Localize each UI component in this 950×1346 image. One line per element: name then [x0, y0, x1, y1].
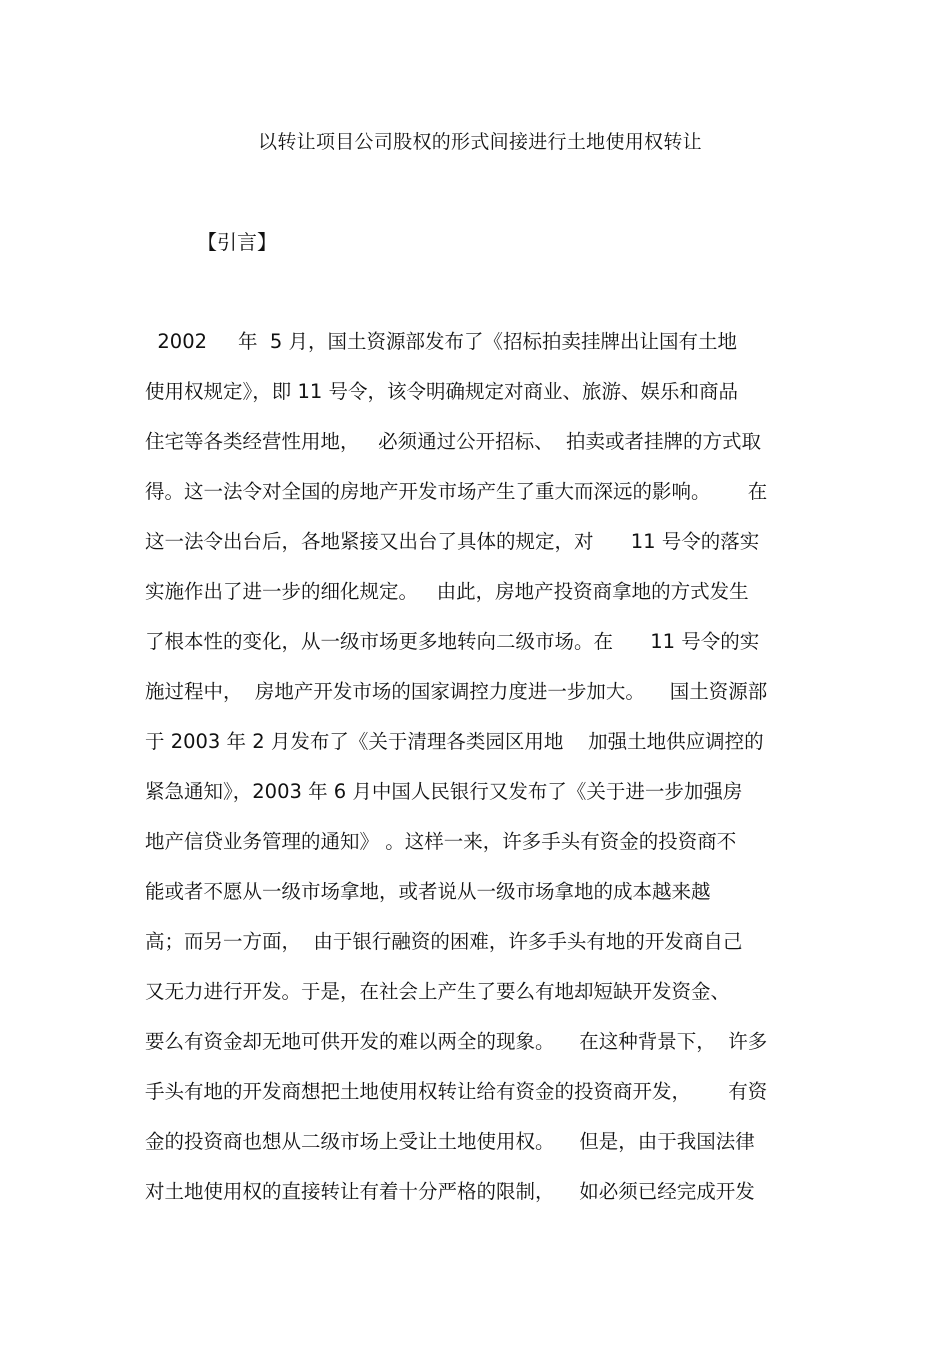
body-line: 这一法令出台后，各地紧接又出台了具体的规定，对 11 号令的落实: [145, 530, 760, 553]
body-line: 于 2003 年 2 月发布了《关于清理各类园区用地 加强土地供应调控的: [145, 730, 764, 753]
body-line: 实施作出了进一步的细化规定。 由此，房地产投资商拿地的方式发生: [145, 580, 749, 603]
body-line: 高；而另一方面， 由于银行融资的困难，许多手头有地的开发商自己: [145, 930, 743, 953]
body-line: 手头有地的开发商想把土地使用权转让给有资金的投资商开发， 有资: [145, 1080, 768, 1103]
body-line: 住宅等各类经营性用地， 必须通过公开招标、 拍卖或者挂牌的方式取: [145, 430, 761, 453]
body-line: 2002 年 5 月，国土资源部发布了《招标拍卖挂牌出让国有土地: [145, 330, 738, 353]
body-line: 又无力进行开发。于是，在社会上产生了要么有地却短缺开发资金、: [145, 980, 731, 1003]
body-line: 对土地使用权的直接转让有着十分严格的限制， 如必须已经完成开发: [145, 1180, 755, 1203]
body-line: 要么有资金却无地可供开发的难以两全的现象。 在这种背景下， 许多: [145, 1030, 768, 1053]
body-line: 金的投资商也想从二级市场上受让土地使用权。 但是，由于我国法律: [145, 1130, 755, 1153]
body-line: 了根本性的变化，从一级市场更多地转向二级市场。在 11 号令的实: [145, 630, 760, 653]
section-heading-introduction: 【引言】: [197, 230, 277, 254]
body-line: 使用权规定》，即 11 号令，该令明确规定对商业、旅游、娱乐和商品: [145, 380, 738, 403]
document-title: [0, 128, 950, 156]
body-line: 能或者不愿从一级市场拿地，或者说从一级市场拿地的成本越来越: [145, 880, 711, 903]
body-line: 得。这一法令对全国的房地产开发市场产生了重大而深远的影响。 在: [145, 480, 768, 503]
document-title-text: 以转让项目公司股权的形式间接进行土地使用权转让: [258, 131, 702, 153]
body-line: 施过程中， 房地产开发市场的国家调控力度进一步加大。 国土资源部: [145, 680, 768, 703]
body-line: 地产信贷业务管理的通知》 。这样一来，许多手头有资金的投资商不: [145, 830, 737, 853]
body-line: 紧急通知》，2003 年 6 月中国人民银行又发布了《关于进一步加强房: [145, 780, 743, 803]
